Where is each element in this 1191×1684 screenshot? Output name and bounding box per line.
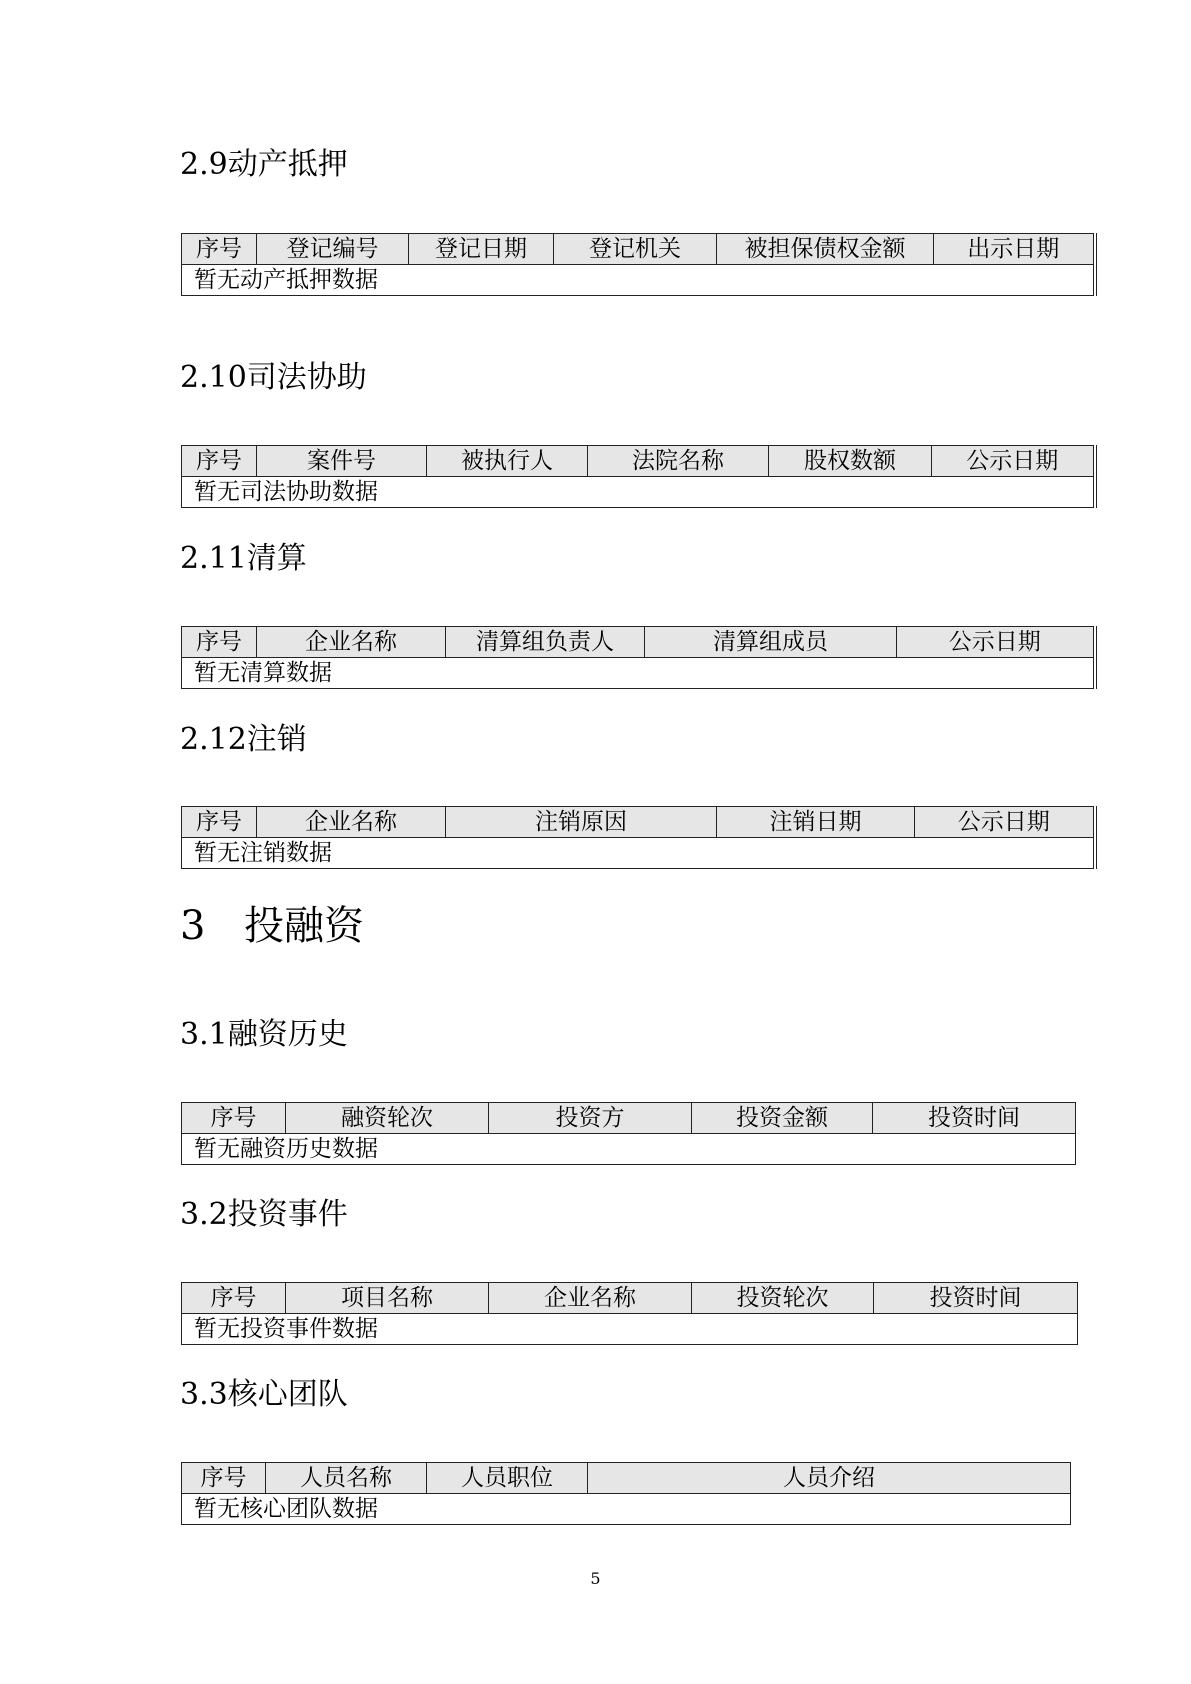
column-header: 登记机关 (554, 234, 717, 265)
column-header: 投资时间 (873, 1103, 1076, 1134)
empty-message: 暂无核心团队数据 (182, 1494, 1071, 1525)
column-header: 融资轮次 (286, 1103, 489, 1134)
table-liquidation (181, 626, 1097, 689)
table-judicial-assistance (181, 445, 1097, 508)
column-header: 企业名称 (257, 807, 446, 838)
column-header: 案件号 (257, 446, 427, 477)
table-header-row (182, 807, 1095, 838)
table-row (182, 1494, 1071, 1525)
column-header: 投资轮次 (692, 1283, 874, 1314)
column-header: 登记日期 (409, 234, 554, 265)
column-header: 项目名称 (286, 1283, 489, 1314)
table-header-row (182, 1463, 1071, 1494)
chapter-title-text: 投融资 (244, 903, 364, 949)
column-header: 序号 (182, 1283, 286, 1314)
table-row (182, 838, 1095, 869)
section-title-3-1: 3.1融资历史 (180, 1017, 348, 1052)
column-header: 序号 (182, 1463, 266, 1494)
column-header: 投资方 (489, 1103, 692, 1134)
table-row (182, 265, 1095, 296)
table-header-row (182, 1103, 1076, 1134)
column-header: 出示日期 (934, 234, 1095, 265)
table-core-team (181, 1462, 1071, 1525)
column-header: 股权数额 (769, 446, 932, 477)
empty-message: 暂无清算数据 (182, 658, 1095, 689)
empty-message: 暂无司法协助数据 (182, 477, 1095, 508)
column-header: 人员介绍 (588, 1463, 1071, 1494)
column-header: 序号 (182, 807, 257, 838)
section-title-2-10: 2.10司法协助 (180, 360, 367, 395)
table-header-row (182, 446, 1095, 477)
column-header: 清算组成员 (645, 627, 897, 658)
column-header: 投资时间 (874, 1283, 1078, 1314)
column-header: 注销日期 (717, 807, 915, 838)
column-header: 人员名称 (266, 1463, 427, 1494)
column-header: 投资金额 (692, 1103, 873, 1134)
column-header: 序号 (182, 627, 257, 658)
table-row (182, 658, 1095, 689)
table-row (182, 1134, 1076, 1165)
chapter-number: 3 (180, 903, 206, 949)
table-chattel-mortgage (181, 233, 1097, 296)
section-title-2-11: 2.11清算 (180, 541, 307, 576)
column-header: 法院名称 (588, 446, 769, 477)
section-title-3-3: 3.3核心团队 (180, 1377, 348, 1412)
column-header: 被执行人 (427, 446, 588, 477)
table-row (182, 1314, 1078, 1345)
column-header: 企业名称 (257, 627, 446, 658)
column-header: 公示日期 (915, 807, 1095, 838)
chapter-title-3 (180, 902, 364, 950)
section-title-2-12: 2.12注销 (180, 722, 307, 757)
empty-message: 暂无投资事件数据 (182, 1314, 1078, 1345)
table-row (182, 477, 1095, 508)
column-header: 公示日期 (932, 446, 1095, 477)
column-header: 公示日期 (897, 627, 1095, 658)
table-deregistration (181, 806, 1097, 869)
empty-message: 暂无注销数据 (182, 838, 1095, 869)
page-number: 5 (590, 1569, 601, 1588)
column-header: 清算组负责人 (446, 627, 645, 658)
column-header: 序号 (182, 446, 257, 477)
column-header: 被担保债权金额 (717, 234, 934, 265)
section-title-2-9: 2.9动产抵押 (180, 147, 348, 182)
empty-message: 暂无动产抵押数据 (182, 265, 1095, 296)
column-header: 登记编号 (257, 234, 409, 265)
section-title-3-2: 3.2投资事件 (180, 1197, 348, 1232)
column-header: 企业名称 (489, 1283, 692, 1314)
table-investment-events (181, 1282, 1078, 1345)
table-header-row (182, 234, 1095, 265)
table-financing-history (181, 1102, 1076, 1165)
table-header-row (182, 627, 1095, 658)
column-header: 序号 (182, 234, 257, 265)
column-header: 注销原因 (446, 807, 717, 838)
column-header: 序号 (182, 1103, 286, 1134)
column-header: 人员职位 (427, 1463, 588, 1494)
table-header-row (182, 1283, 1078, 1314)
empty-message: 暂无融资历史数据 (182, 1134, 1076, 1165)
